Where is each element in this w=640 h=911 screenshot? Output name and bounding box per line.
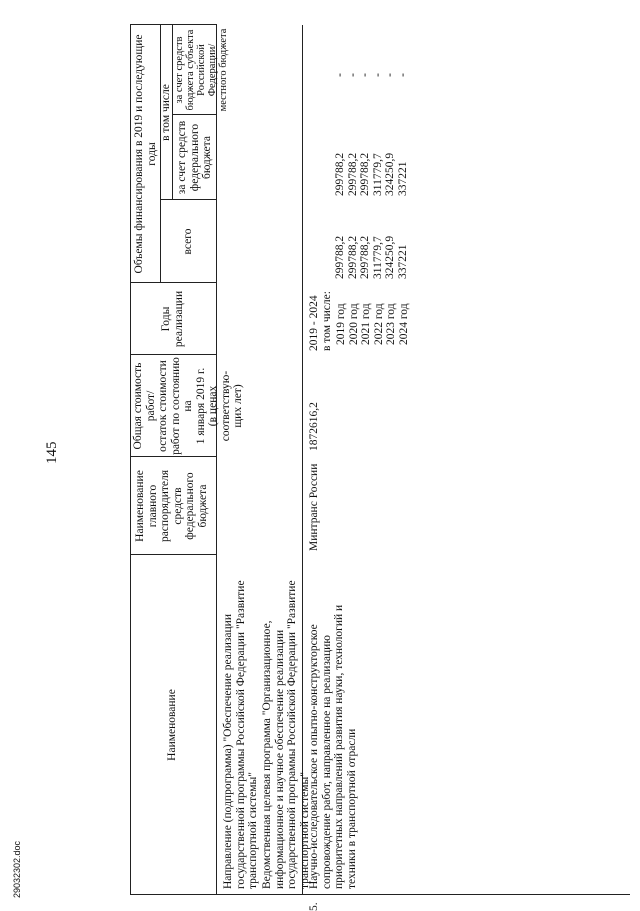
footer: [10, 830, 26, 900]
direction-text: Направление (подпрограмма) "Обеспечение реализации государственной программы Российской Федерации "Развитие транспортной системы": [222, 580, 259, 889]
header-including: в том числе: [160, 84, 172, 141]
grid-left: [130, 894, 630, 895]
item-distributor: Минтранс России: [308, 463, 320, 551]
item-regional: - - - - - -: [334, 73, 409, 77]
grid-top: [130, 25, 131, 895]
header-name: Наименование: [166, 689, 178, 761]
item-federal: 299788,2 299788,2 299788,2 311779,7 324250,9 337221: [334, 152, 409, 196]
item-total-cost: 1872616,2: [308, 402, 320, 451]
page-number-display: [44, 436, 64, 466]
header-years: Годы реализации: [160, 290, 185, 348]
departmental-text: Ведомственная целевая программа "Организационное, информационное и научное обеспечение реализации государственной программы Российской Федерации "Развитие транспортной системы": [261, 580, 311, 889]
footer-filename: 29032302.doc: [12, 840, 22, 898]
table-sheet: [130, 15, 630, 911]
header-total: всего: [182, 228, 194, 255]
item-totals: 299788,2 299788,2 299788,2 311779,7 324250,9 337221: [334, 235, 409, 279]
item-name: Научно-исследовательское и опытно-конструкторское сопровождение работ, направленное на реализацию приоритетных направлений развития науки, технологий и техники в транспортной отрасли: [308, 604, 358, 889]
header-regional: за счет средств бюджета субъекта Российской Федерации/ местного бюджета: [174, 28, 229, 112]
header-federal: за счет средств федерального бюджета: [176, 120, 213, 195]
header-volumes: Объемы финансирования в 2019 и последующие годы: [133, 34, 158, 274]
year-list: 2019 год 2020 год 2021 год 2022 год 2023 год 2024 год: [335, 303, 410, 345]
header-distributor: Наименование главного распорядителя средств федерального бюджета: [134, 469, 209, 543]
page-number-text: 145: [44, 441, 60, 464]
item-period: 2019 - 2024 в том числе: 2019 год 2020 год 2021 год 2022 год 2023 год 2024 год: [308, 283, 410, 351]
grid-header-bottom: [216, 25, 217, 895]
item-number: 5.: [308, 902, 320, 911]
header-total-cost: Общая стоимость работ/ остаток стоимости работ по состоянию на 1 января 2019 г. (в ценах соответствую- щих лет): [132, 357, 244, 455]
